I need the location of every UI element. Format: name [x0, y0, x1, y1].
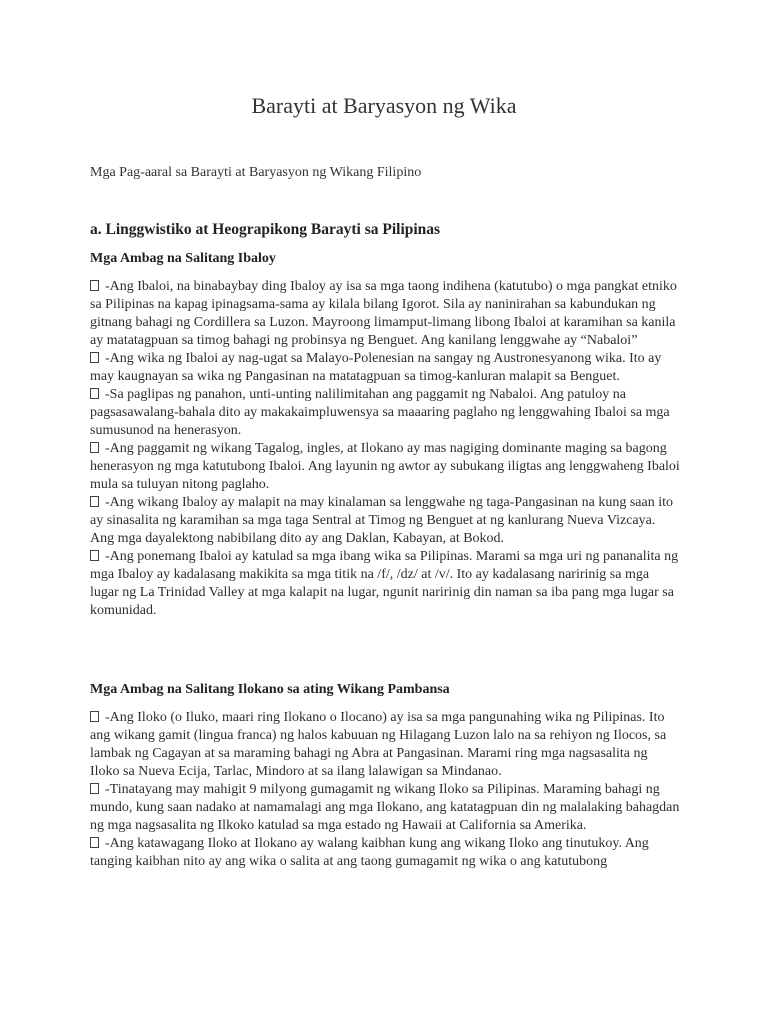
bullet-box-icon: [90, 442, 99, 453]
paragraph-text: -Ang katawagang Iloko at Ilokano ay walang kaibhan kung ang wikang Iloko ang tinutukoy. Ang tanging kaibhan nito ay ang wika o salita at ang taong gumagamit ng wika o ang katutubong: [90, 836, 649, 869]
paragraph: [90, 350, 680, 386]
paragraph-text: -Ang wikang Ibaloy ay malapit na may kinalaman sa lenggwahe ng taga-Pangasinan na kung saan ito ay sinasalita ng karamihan sa mga taga Sentral at Timog ng Benguet at ng kanlurang Nueva Vizcaya. Ang mga dayalektong nabibilang dito ay ang Daklan, Kabayan, at Bokod.: [90, 495, 673, 546]
paragraph-text: -Ang Ibaloi, na binabaybay ding Ibaloy ay isa sa mga taong indihena (katutubo) o mga pangkat etniko sa Pilipinas na kapag ipinagsama-sama ay kilala bilang Igorot. Sila ay naninirahan sa kabundukan ng gitnang bahagi ng Cordillera sa Luzon. Mayroong limamput-limang libong Ibaloi at karamihan sa kanila ay matatagpuan sa timog bahagi ng probinsya ng Benguet. Ang kanilang lenggwahe ay “Nabaloi”: [90, 279, 677, 348]
bullet-box-icon: [90, 837, 99, 848]
paragraph: [90, 548, 680, 620]
paragraph: [90, 709, 680, 781]
paragraph: [90, 386, 680, 440]
section-a-heading: a. Linggwistiko at Heograpikong Barayti sa Pilipinas: [90, 221, 441, 238]
bullet-box-icon: [90, 711, 99, 722]
paragraph-text: -Tinatayang may mahigit 9 milyong gumagamit ng wikang Iloko sa Pilipinas. Maraming bahagi ng mundo, kung saan nadako at namamalagi ang mga Ilokano, ang katatagpuan din ng malalaking bahagdan ng mga nagsasalita ng Ilkoko katulad sa mga estado ng Hawaii at California sa Amerika.: [90, 782, 680, 833]
bullet-box-icon: [90, 352, 99, 363]
paragraph: [90, 835, 680, 871]
bullet-box-icon: [90, 388, 99, 399]
bullet-box-icon: [90, 280, 99, 291]
paragraph-text: -Sa paglipas ng panahon, unti-unting nalilimitahan ang paggamit ng Nabaloi. Ang patuloy na pagsasawalang-bahala dito ay makakaimpluwensya sa maaaring paglaho ng lenggwahing Ibaloi sa mga sumusunod na henerasyon.: [90, 387, 670, 438]
bullet-box-icon: [90, 496, 99, 507]
paragraph-text: -Ang paggamit ng wikang Tagalog, ingles, at Ilokano ay mas nagiging dominante maging sa bagong henerasyon ng mga katutubong Ibaloi. Ang layunin ng awtor ay subukang iligtas ang lenggwaheng Ibaloi mula sa tuluyan nitong paglaho.: [90, 441, 680, 492]
document-title: Barayti at Baryasyon ng Wika: [251, 93, 517, 118]
ilokano-heading: Mga Ambag na Salitang Ilokano sa ating Wikang Pambansa: [90, 682, 450, 697]
paragraph-text: -Ang wika ng Ibaloi ay nag-ugat sa Malayo-Polenesian na sangay ng Austronesyanong wika. Ito ay may kaugnayan sa wika ng Pangasinan na matatagpuan sa timog-kanluran malapit sa Benguet.: [90, 351, 662, 384]
ibaloy-paragraphs: [90, 278, 680, 620]
bullet-box-icon: [90, 783, 99, 794]
paragraph: [90, 278, 680, 350]
paragraph-text: -Ang ponemang Ibaloi ay katulad sa mga ibang wika sa Pilipinas. Marami sa mga uri ng pananalita ng mga Ibaloy ay kadalasang makikita sa mga titik na /f/, /dz/ at /v/. Ito ay kadalasang naririnig sa mga lugar ng La Trinidad Valley at mga kalapit na lugar, ngunit naririnig din naman sa iba pang mga lugar sa komunidad.: [90, 549, 679, 618]
paragraph: [90, 781, 680, 835]
paragraph: [90, 440, 680, 494]
ibaloy-heading: Mga Ambag na Salitang Ibaloy: [90, 251, 276, 266]
document-subtitle: Mga Pag-aaral sa Barayti at Baryasyon ng Wikang Filipino: [90, 165, 422, 180]
paragraph-text: -Ang Iloko (o Iluko, maari ring Ilokano o Ilocano) ay isa sa mga pangunahing wika ng Pilipinas. Ito ang wikang gamit (lingua franca) ng halos kabuuan ng Hilagang Luzon lalo na sa rehiyon ng Ilocos, sa lambak ng Cagayan at sa maraming bahagi ng Abra at Pangasinan. Marami ring mga nagsasalita ng Iloko sa Nueva Ecija, Tarlac, Mindoro at sa ilang lalawigan sa Mindanao.: [90, 710, 667, 779]
paragraph: [90, 494, 680, 548]
bullet-box-icon: [90, 550, 99, 561]
ilokano-paragraphs: [90, 709, 680, 871]
